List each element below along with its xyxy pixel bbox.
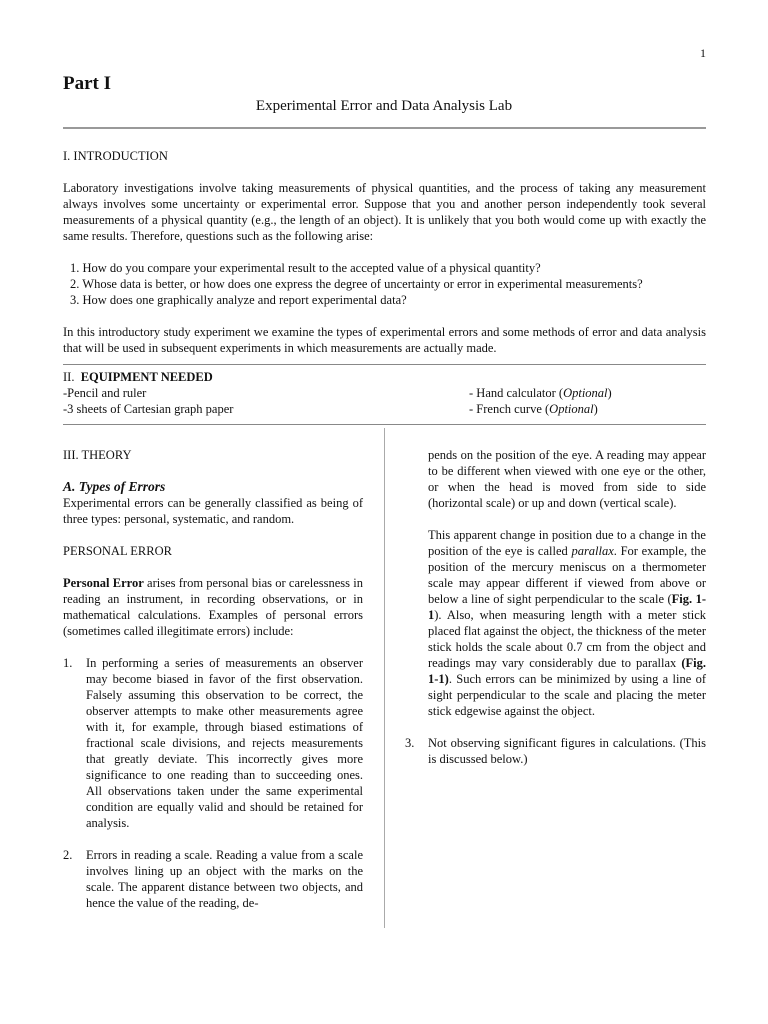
page-number: 1	[700, 46, 706, 60]
theory-right-column	[405, 447, 706, 767]
list-item: 1. How do you compare your experimental result to the accepted value of a physical quantity?	[70, 261, 541, 275]
lab-title: Experimental Error and Data Analysis Lab	[255, 98, 513, 114]
equipment-heading-text: EQUIPMENT NEEDED	[80, 370, 213, 384]
equipment-numeral: II.	[63, 370, 75, 384]
list-item: 3. Not observing significant figures in calculations. (This is discussed below.)	[405, 736, 706, 766]
theory-left-column	[63, 447, 363, 911]
list-item: 1. In performing a series of measurements an observer may become biased in favor of the first observation. Falsely assuming this observation to be correct, the observer attempts to make other measurements agree with it, for example, through biased estimations of fractional scale divisions, and rejects measurements that greatly deviate. This incorrectly gives more significance to one reading than to succeeding ones. All observations taken under the same experimental condition are equally valid and should be retained for analysis.	[63, 656, 363, 830]
figure-reference: (Fig. 1-1)	[428, 656, 706, 686]
types-of-errors-text: Experimental errors can be generally classified as being of three types: personal, systematic, and random.	[63, 496, 363, 526]
figure-reference: Fig. 1-1	[428, 592, 706, 622]
equipment-section	[63, 369, 706, 417]
personal-error-paragraph: Personal Error arises from personal bias or carelessness in reading an instrument, in recording observations, or in mathematical calculations. Examples of personal errors (sometimes called illegitimate errors) include:	[63, 576, 363, 638]
column-divider	[384, 428, 385, 928]
equipment-item: - French curve (Optional)	[469, 402, 598, 416]
personal-error-item-2: Errors in reading a scale. Reading a value from a scale involves lining up an object with the marks on the scale. The apparent distance between two objects, and hence the value of the reading, de-	[86, 848, 363, 910]
equipment-item: -3 sheets of Cartesian graph paper	[63, 402, 234, 416]
parallax-term: parallax	[571, 544, 614, 558]
personal-error-term: Personal Error	[63, 576, 144, 590]
equipment-heading	[63, 369, 706, 385]
list-item: 3. How does one graphically analyze and report experimental data?	[70, 293, 407, 307]
equipment-row	[63, 401, 706, 417]
introduction-heading: I. INTRODUCTION	[63, 149, 168, 163]
list-item: 2. Whose data is better, or how does one express the degree of uncertainty or error in experimental measurements?	[70, 277, 643, 291]
theory-heading: III. THEORY	[63, 448, 132, 462]
equipment-bottom-divider	[63, 424, 706, 425]
equipment-top-divider	[63, 364, 706, 365]
intro-question-list	[63, 260, 706, 308]
types-of-errors-heading: A. Types of Errors	[63, 479, 166, 494]
list-item: 2. Errors in reading a scale. Reading a value from a scale involves lining up an object with the marks on the scale. The apparent distance between two objects, and hence the value of the reading, de-	[63, 848, 363, 910]
personal-error-heading: PERSONAL ERROR	[63, 544, 172, 558]
introduction-closing: In this introductory study experiment we examine the types of experimental errors and some methods of error and data analysis that will be used in subsequent experiments in which measurements are actually made.	[63, 325, 706, 355]
equipment-row	[63, 385, 706, 401]
item-2-continuation: pends on the position of the eye. A reading may appear to be different when viewed with one eye or the other, or when the head is moved from side to side (horizontal scale) or up and down (vertical scale).	[428, 448, 706, 510]
introduction-section	[63, 148, 706, 356]
parallax-paragraph: This apparent change in position due to a change in the position of the eye is called parallax. For example, the position of the mercury meniscus on a thermometer scale may appear different if viewed from above or below a line of sight perpendicular to the scale (Fig. 1-1). Also, when measuring length with a meter stick placed flat against the object, the thickness of the meter stick holds the scale about 0.7 cm from the object and readings may vary considerably due to parallax (Fig. 1-1). Such errors can be minimized by using a line of sight perpendicular to the scale and placing the meter stick edgewise against the object.	[428, 528, 706, 718]
part-title: Part I	[63, 73, 112, 94]
personal-error-item-1: In performing a series of measurements an observer may become biased in favor of the first observation. Falsely assuming this observation to be correct, the observer attempts to make other measurements agree with it, for example, through biased estimations of fractional scale divisions, and rejects measurements that greatly deviate. This incorrectly gives more significance to one reading than to succeeding ones. All observations taken under the same experimental condition are equally valid and should be retained for analysis.	[86, 656, 363, 830]
equipment-item: -Pencil and ruler	[63, 386, 147, 400]
personal-error-item-3: Not observing significant figures in calculations. (This is discussed below.)	[428, 736, 706, 766]
optional-note: Optional	[549, 402, 594, 416]
introduction-paragraph: Laboratory investigations involve taking measurements of physical quantities, and the process of taking any measurement always involves some uncertainty or experimental error. Suppose that you and another person independently took several measurements of a physical quantity (e.g., the length of an object). It is unlikely that you both would come up with exactly the same results. Therefore, questions such as the following arise:	[63, 181, 706, 243]
title-divider	[63, 127, 706, 129]
equipment-item: - Hand calculator (Optional)	[469, 386, 612, 400]
optional-note: Optional	[563, 386, 608, 400]
